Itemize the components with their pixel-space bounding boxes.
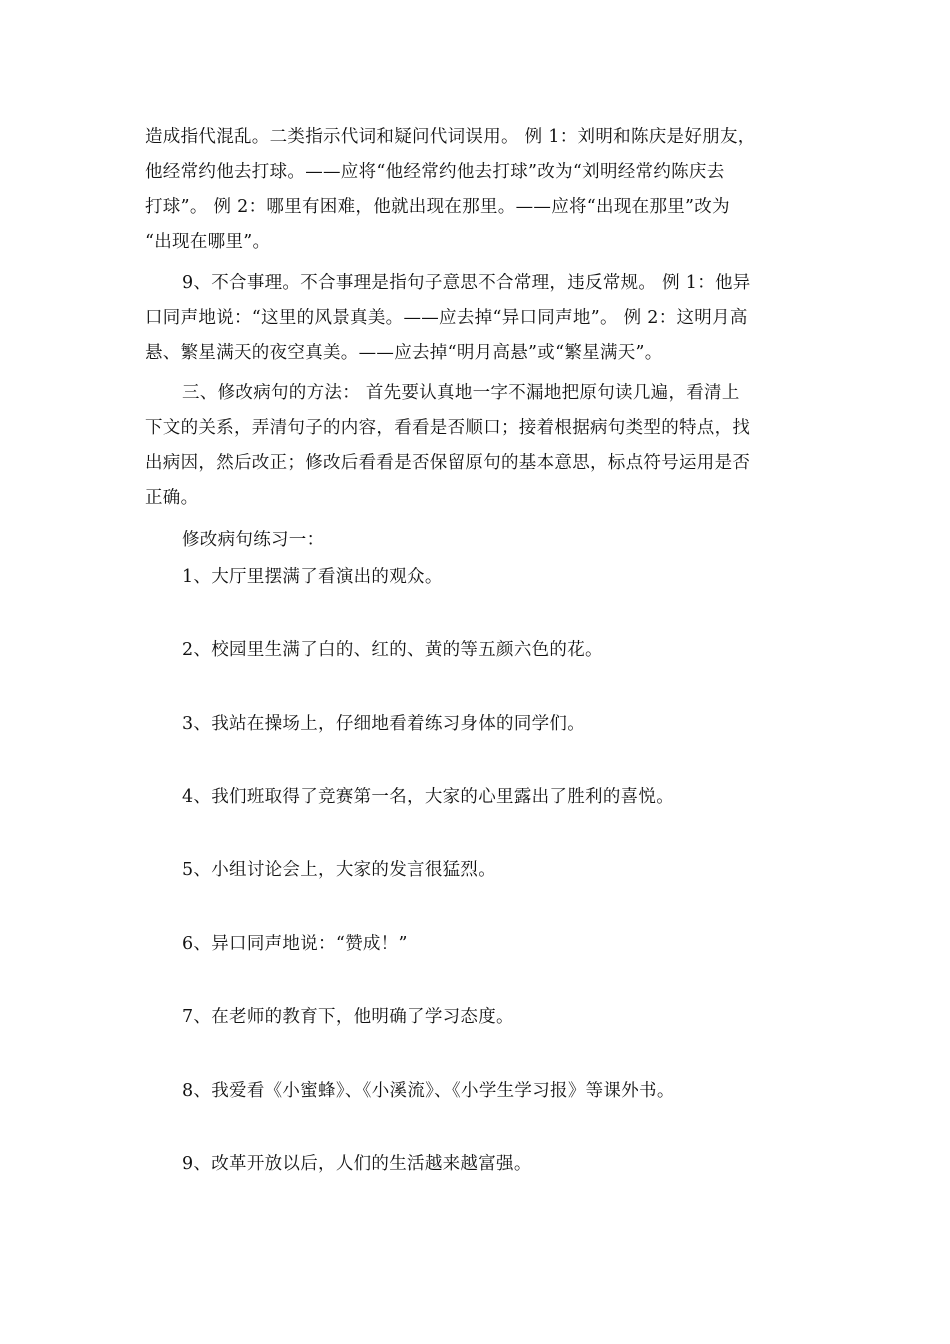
paragraph-illogical xyxy=(145,266,811,371)
text-line: 9、不合事理。不合事理是指句子意思不合常理，违反常规。 例 1：他异 xyxy=(182,273,751,293)
exercise-item: 4、我们班取得了竞赛第一名，大家的心里露出了胜利的喜悦。 xyxy=(182,787,675,807)
text-line: “出现在哪里”。 xyxy=(145,232,271,252)
text-line: 正确。 xyxy=(145,488,199,508)
text-line: 造成指代混乱。二类指示代词和疑问代词误用。 例 1：刘明和陈庆是好朋友， xyxy=(145,127,756,147)
exercise-item: 9、改革开放以后，人们的生活越来越富强。 xyxy=(182,1154,532,1174)
text-line: 出病因，然后改正；修改后看看是否保留原句的基本意思，标点符号运用是否 xyxy=(145,453,751,473)
exercise-item: 5、小组讨论会上，大家的发言很猛烈。 xyxy=(182,860,497,880)
text-line: 打球”。 例 2：哪里有困难，他就出现在那里。——应将“出现在那里”改为 xyxy=(145,197,730,217)
exercise-item: 1、大厅里摆满了看演出的观众。 xyxy=(182,567,443,587)
exercise-title: 修改病句练习一： xyxy=(182,530,325,550)
exercise-item: 8、我爱看《小蜜蜂》、《小溪流》、《小学生学习报》等课外书。 xyxy=(182,1081,675,1101)
paragraph-pronoun-misuse xyxy=(145,120,811,260)
exercise-item: 3、我站在操场上，仔细地看着练习身体的同学们。 xyxy=(182,714,586,734)
text-line: 下文的关系，弄清句子的内容，看看是否顺口；接着根据病句类型的特点，找 xyxy=(145,418,751,438)
exercise-item: 6、异口同声地说：“赞成！” xyxy=(182,934,408,954)
paragraph-correction-method xyxy=(145,376,811,516)
text-line: 他经常约他去打球。——应将“他经常约他去打球”改为“刘明经常约陈庆去 xyxy=(145,162,725,182)
exercise-item: 2、校园里生满了白的、红的、黄的等五颜六色的花。 xyxy=(182,640,603,660)
text-line: 悬、繁星满天的夜空真美。——应去掉“明月高悬”或“繁星满天”。 xyxy=(145,343,663,363)
text-line: 三、修改病句的方法： 首先要认真地一字不漏地把原句读几遍，看清上 xyxy=(182,383,740,403)
exercise-item: 7、在老师的教育下，他明确了学习态度。 xyxy=(182,1007,514,1027)
text-line: 口同声地说：“这里的风景真美。——应去掉“异口同声地”。 例 2：这明月高 xyxy=(145,308,748,328)
